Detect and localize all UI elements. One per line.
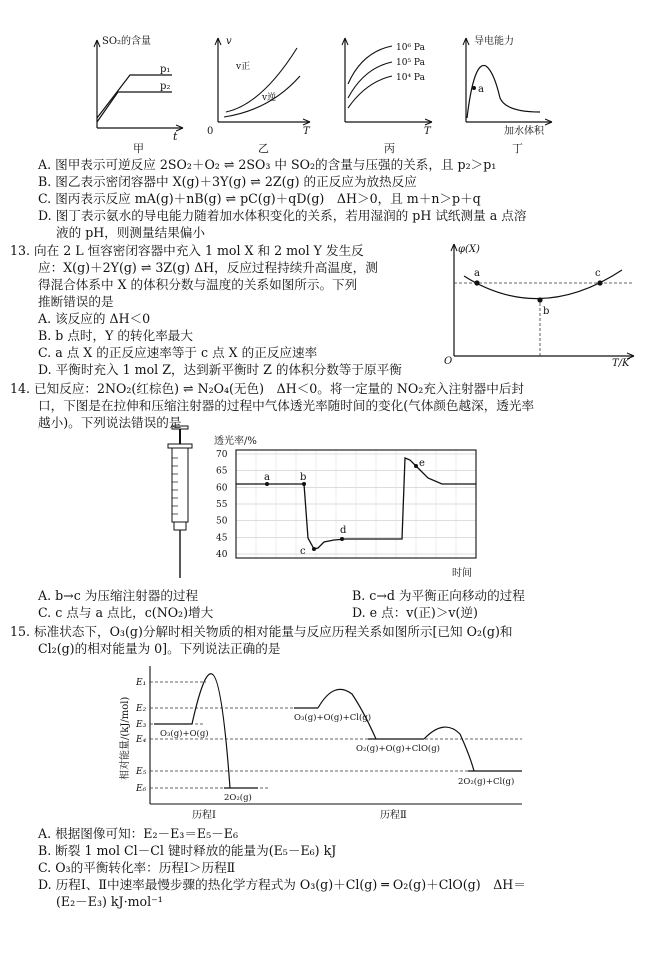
species-2o2: 2O₂(g) [224,793,252,803]
bing-curve1: 10⁶ Pa [396,43,425,53]
q13-xlabel: T/K [612,358,630,368]
yi-ylabel: v [226,36,232,47]
q13-origin: O [444,356,453,367]
q12-option-d-line1: D. 图丁表示氨水的导电能力随着加水体积变化的关系，若用湿润的 pH 试纸测量 a 点溶 [38,208,527,223]
level-e4: E₄ [136,735,147,745]
q13-stem-line2: 应：X(g)＋2Y(g) ⇌ 3Z(g) ΔH，反应过程持续升高温度，测 [38,260,378,275]
bing-curve3: 10⁴ Pa [396,73,425,83]
q13-option-d: D. 平衡时充入 1 mol Z，达到新平衡时 Z 的体积分数等于原平衡 [38,362,402,377]
yi-xlabel: T [303,126,310,137]
q12-option-a: A. 图甲表示可逆反应 2SO₂＋O₂ ⇌ 2SO₃ 中 SO₂的含量与压强的关系，且 p₂＞p₁ [38,157,497,172]
jia-p1: p₁ [160,64,171,75]
q13-option-a: A. 该反应的 ΔH＜0 [38,311,151,326]
q14-point-a: a [264,472,270,483]
graph-yi [207,36,311,155]
path-1-label: 历程Ⅰ [192,810,216,821]
q12-option-c: C. 图丙表示反应 mA(g)＋nB(g) ⇌ pC(g)＋qD(g) ΔH＞0，且 m＋n＞p＋q [38,191,481,206]
q15-energy-diagram [118,660,528,822]
q14-y-tick-label: 40 [216,550,228,560]
q14-xlabel: 时间 [452,568,472,579]
q15-option-a: A. 根据图像可知：E₂－E₃＝E₅－E₆ [38,826,239,841]
q13-graph [440,238,640,368]
q13-point-b: b [543,306,550,317]
level-e1: E₁ [136,678,147,688]
ding-point: a [478,84,484,95]
q14-point-c: c [300,546,306,557]
q14-y-tick-label: 50 [216,516,228,527]
yi-caption: 乙 [258,142,269,155]
species-2o2-cl: 2O₂(g)+Cl(g) [458,777,515,787]
q14-stem-line1: 14. 已知反应：2NO₂(红棕色) ⇌ N₂O₄(无色) ΔH＜0。将一定量的 NO₂充入注射器中后封 [10,381,525,396]
level-e3: E₃ [136,720,147,730]
q14-y-tick-label: 60 [216,483,228,494]
q14-option-b: B. c→d 为平衡正向移动的过程 [352,588,525,603]
yi-curve2: v逆 [262,93,277,103]
q14-point-e: e [419,458,425,469]
species-o3-o: O₃(g)+O(g) [160,729,209,739]
graph-bing [342,38,432,155]
q14-option-d: D. e 点：v(正)＞v(逆) [352,605,478,620]
q14-y-tick-label: 65 [216,466,228,477]
ding-xlabel: 加水体积 [504,126,544,137]
level-e2: E₂ [136,704,147,714]
jia-caption: 甲 [133,142,144,155]
q12-option-d-line2: 液的 pH，则测量结果偏小 [56,225,205,240]
q14-stem-line2: 口，下图是在拉伸和压缩注射器的过程中气体透光率随时间的变化(气体颜色越深，透光率 [38,398,535,413]
q15-option-d-line1: D. 历程Ⅰ、Ⅱ中速率最慢步骤的热化学方程式为 O₃(g)＋Cl(g) ═ O₂(g)＋ClO(g) ΔH＝ [38,877,526,892]
q14-point-d: d [340,525,347,536]
q14-point-b: b [300,472,307,483]
path-2-label: 历程Ⅱ [380,810,407,821]
q14-option-c: C. c 点与 a 点比，c(NO₂)增大 [38,605,214,620]
jia-ylabel: SO₂的含量 [102,36,152,47]
ding-caption: 丁 [512,142,523,155]
yi-curve1: v正 [236,62,251,72]
q15-stem-line1: 15. 标准状态下，O₃(g)分解时相关物质的相对能量与反应历程关系如图所示[已知 O₂(g)和 [10,624,513,639]
q15-ylabel: 相对能量/(kJ/mol) [120,696,131,780]
bing-curve2: 10⁵ Pa [396,58,425,68]
q14-y-tick-label: 55 [216,500,228,510]
q14-y-ticks [216,450,228,560]
q14-ylabel: 透光率/% [214,436,257,447]
level-e5: E₅ [136,767,147,777]
q15-option-c: C. O₃的平衡转化率：历程Ⅰ＞历程Ⅱ [38,860,236,875]
q14-stem-line3: 越小)。下列说法错误的是 [38,415,182,430]
bing-caption: 丙 [384,142,395,155]
q15-option-b: B. 断裂 1 mol Cl－Cl 键时释放的能量为(E₅－E₆) kJ [38,843,337,858]
q13-point-a: a [474,268,480,279]
graph-jia [94,34,183,155]
q13-stem-line1: 13. 向在 2 L 恒容密闭容器中充入 1 mol X 和 2 mol Y 发生反 [10,243,364,258]
q14-y-tick-label: 45 [216,533,228,544]
species-o3-o-cl: O₃(g)+O(g)+Cl(g) [294,713,372,723]
bing-xlabel: T [424,126,431,137]
level-e6: E₆ [136,784,147,794]
q14-option-a: A. b→c 为压缩注射器的过程 [38,588,199,603]
jia-p2: p₂ [160,81,171,92]
species-o2-o-clo: O₂(g)+O(g)+ClO(g) [356,744,440,754]
q13-ylabel: φ(X) [458,244,480,255]
q13-stem-line4: 推断错误的是 [38,294,114,309]
q13-option-b: B. b 点时，Y 的转化率最大 [38,328,193,343]
q15-option-d-line2: (E₂－E₃) kJ·mol⁻¹ [56,894,163,909]
jia-xlabel: t [173,130,178,143]
syringe-illustration [160,424,200,584]
q14-transmittance-graph [212,430,488,582]
q15-stem-line2: Cl₂(g)的相对能量为 0]。下列说法正确的是 [38,641,281,656]
ding-ylabel: 导电能力 [474,36,514,47]
yi-origin: 0 [207,126,214,137]
fig12-graphs [0,0,648,158]
q13-stem-line3: 得混合体系中 X 的体积分数与温度的关系如图所示。下列 [38,277,358,292]
q13-option-c: C. a 点 X 的正反应速率等于 c 点 X 的正反应速率 [38,345,318,360]
q12-option-b: B. 图乙表示密闭容器中 X(g)＋3Y(g) ⇌ 2Z(g) 的正反应为放热反应 [38,174,417,189]
q13-point-c: c [595,268,601,279]
q14-y-tick-label: 70 [216,450,228,460]
q14-grid [236,450,476,558]
graph-ding [463,34,552,155]
